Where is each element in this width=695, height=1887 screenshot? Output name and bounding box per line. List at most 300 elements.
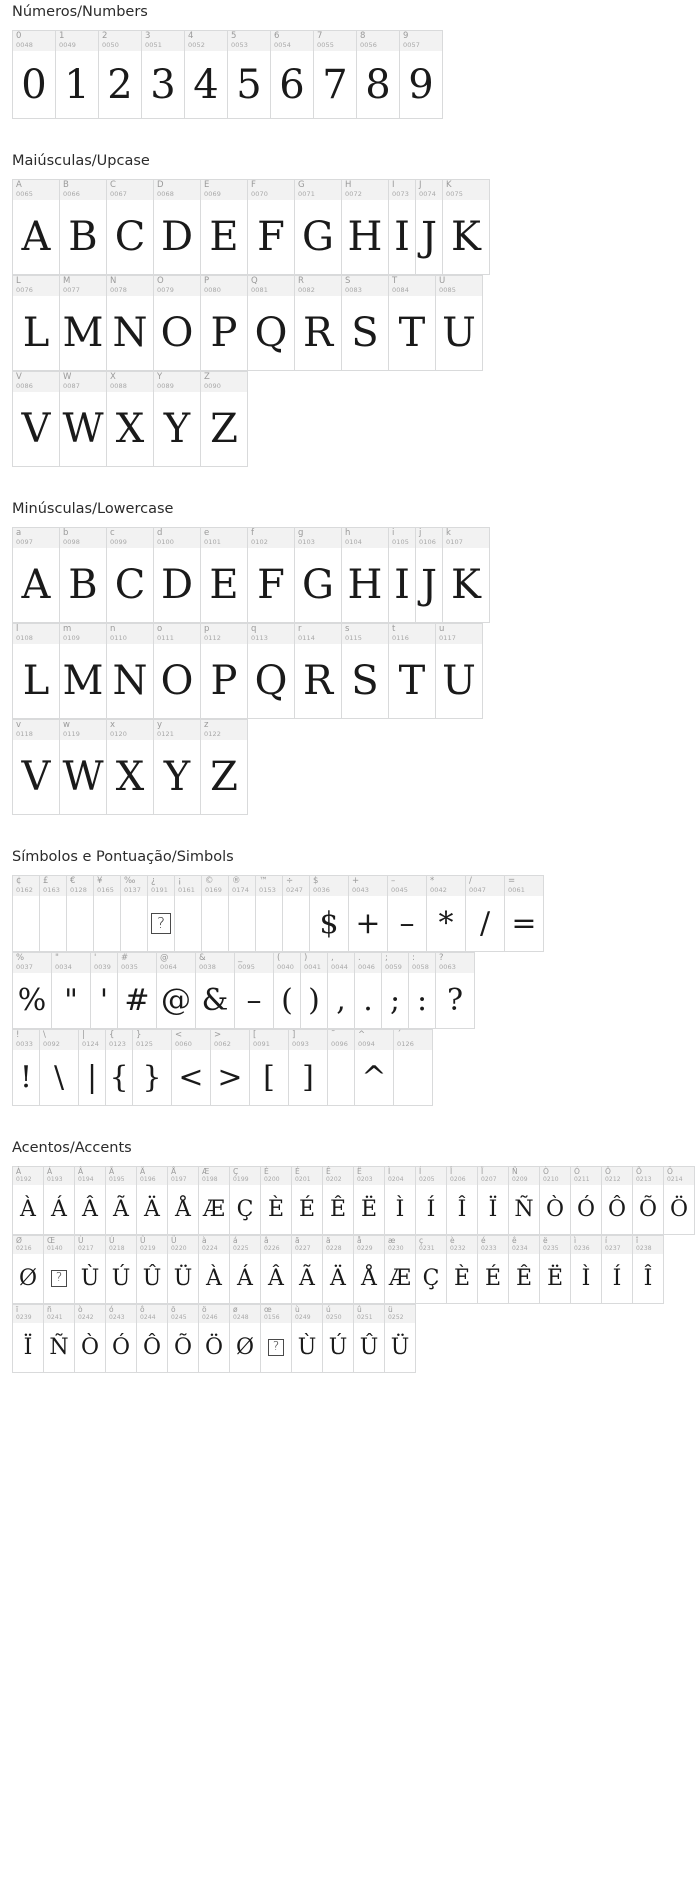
glyph-char-label: n — [110, 624, 116, 634]
glyph-cell[interactable] — [389, 528, 416, 623]
glyph-cell[interactable] — [13, 372, 60, 467]
glyph-cell[interactable] — [248, 276, 295, 371]
glyph-code-label: 0080 — [204, 286, 221, 294]
glyph-cell[interactable] — [250, 1030, 289, 1106]
glyph-cell[interactable] — [106, 1236, 137, 1304]
glyph-code-label: 0239 — [16, 1314, 32, 1321]
glyph-cell[interactable] — [354, 1305, 385, 1373]
glyph-cell[interactable] — [201, 276, 248, 371]
glyph-cell[interactable] — [13, 528, 60, 623]
glyph-cell[interactable] — [416, 528, 443, 623]
glyph-code-label: 0244 — [140, 1314, 156, 1321]
glyph-code-label: 0243 — [109, 1314, 125, 1321]
glyph-cell[interactable] — [154, 372, 201, 467]
glyph-code-label: 0153 — [259, 886, 276, 894]
glyph-render: Û — [359, 1335, 379, 1360]
glyph-cell[interactable] — [175, 876, 202, 952]
glyph-code-label: 0110 — [110, 634, 127, 642]
glyph-code-label: 0194 — [78, 1176, 94, 1183]
glyph-char-label: Ò — [543, 1167, 549, 1176]
glyph-cell[interactable] — [248, 528, 295, 623]
glyph-cell[interactable] — [416, 1236, 447, 1304]
glyph-cell[interactable] — [168, 1167, 199, 1235]
glyph-cell[interactable] — [261, 1236, 292, 1304]
glyph-cell[interactable] — [107, 528, 154, 623]
glyph-cell[interactable] — [13, 1167, 44, 1235]
glyph-cell[interactable] — [199, 1305, 230, 1373]
glyph-cell[interactable] — [75, 1236, 106, 1304]
glyph-cell[interactable] — [466, 876, 505, 952]
glyph-char-label: í — [605, 1236, 608, 1245]
glyph-char-label: m — [63, 624, 72, 634]
glyph-cell[interactable] — [91, 953, 118, 1029]
glyph-render: ] — [302, 1060, 314, 1095]
glyph-cell[interactable] — [271, 31, 314, 119]
glyph-code-label: 0198 — [202, 1176, 218, 1183]
glyph-cell[interactable] — [60, 180, 107, 275]
glyph-char-label: ¢ — [16, 876, 22, 886]
glyph-render: = — [511, 906, 537, 941]
glyph-meta — [230, 1305, 260, 1323]
glyph-cell[interactable] — [443, 528, 490, 623]
glyph-cell[interactable] — [154, 276, 201, 371]
glyph-render: T — [398, 658, 426, 704]
glyph-cell[interactable] — [202, 876, 229, 952]
glyph-meta — [201, 372, 247, 392]
glyph-meta — [355, 1030, 393, 1050]
glyph-cell[interactable] — [106, 1030, 133, 1106]
glyph-cell[interactable] — [230, 1167, 261, 1235]
glyph-cell[interactable] — [388, 876, 427, 952]
glyph-cell[interactable] — [107, 276, 154, 371]
glyph-render: 7 — [322, 61, 348, 108]
glyph-code-label: 0059 — [385, 963, 402, 971]
glyph-cell[interactable] — [230, 1305, 261, 1373]
glyph-cell[interactable] — [394, 1030, 433, 1106]
glyph-cell[interactable] — [342, 624, 389, 719]
glyph-char-label: Å — [171, 1167, 177, 1176]
glyph-cell[interactable] — [664, 1167, 695, 1235]
glyph-cell[interactable] — [13, 1030, 40, 1106]
glyph-code-label: 0092 — [43, 1040, 60, 1048]
glyph-cell[interactable] — [40, 876, 67, 952]
glyph-meta — [389, 624, 435, 644]
glyph-cell[interactable] — [633, 1167, 664, 1235]
glyph-cell[interactable] — [301, 953, 328, 1029]
glyph-char-label: Á — [47, 1167, 53, 1176]
glyph-char-label: ^ — [358, 1030, 366, 1040]
glyph-cell[interactable] — [107, 372, 154, 467]
glyph-cell[interactable] — [283, 876, 310, 952]
glyph-render: M — [62, 658, 104, 704]
glyph-cell[interactable] — [478, 1167, 509, 1235]
glyph-code-label: 0058 — [412, 963, 429, 971]
glyph-cell[interactable] — [40, 1030, 79, 1106]
glyph-cell[interactable] — [230, 1236, 261, 1304]
glyph-render: P — [210, 310, 238, 356]
glyph-cell[interactable] — [409, 953, 436, 1029]
glyph-cell[interactable] — [201, 180, 248, 275]
glyph-cell[interactable] — [13, 624, 60, 719]
glyph-cell[interactable] — [342, 180, 389, 275]
glyph-char-label: , — [331, 953, 334, 963]
glyph-cell[interactable] — [328, 1030, 355, 1106]
glyph-render: Ú — [328, 1335, 348, 1360]
glyph-cell[interactable] — [323, 1305, 354, 1373]
glyph-char-label: Ù — [78, 1236, 84, 1245]
glyph-code-label: 0074 — [419, 190, 436, 198]
glyph-cell[interactable] — [235, 953, 274, 1029]
glyph-char-label: ÷ — [286, 876, 294, 886]
glyph-char-label: [ — [253, 1030, 257, 1040]
glyph-cell[interactable] — [154, 180, 201, 275]
glyph-cell[interactable] — [602, 1167, 633, 1235]
glyph-cell[interactable] — [427, 876, 466, 952]
glyph-meta — [106, 1236, 136, 1254]
glyph-cell[interactable] — [256, 876, 283, 952]
glyph-cell[interactable] — [310, 876, 349, 952]
glyph-render: 4 — [193, 61, 219, 108]
glyph-char-label: q — [251, 624, 257, 634]
glyph-cell[interactable] — [154, 528, 201, 623]
glyph-meta — [13, 1236, 43, 1254]
glyph-char-label: 2 — [102, 31, 108, 41]
glyph-cell[interactable] — [295, 276, 342, 371]
glyph-render: À — [206, 1266, 222, 1291]
glyph-cell[interactable] — [201, 720, 248, 815]
glyph-render — [229, 896, 255, 951]
glyph-cell[interactable] — [201, 528, 248, 623]
glyph-cell[interactable] — [295, 180, 342, 275]
glyph-meta — [199, 1167, 229, 1185]
glyph-cell[interactable] — [106, 1167, 137, 1235]
glyph-cell[interactable] — [447, 1236, 478, 1304]
glyph-cell[interactable] — [13, 953, 52, 1029]
glyph-char-label: x — [110, 720, 116, 730]
glyph-code-label: 0236 — [574, 1245, 590, 1252]
glyph-meta — [342, 528, 388, 548]
glyph-cell[interactable] — [107, 624, 154, 719]
glyph-char-label: Û — [140, 1236, 146, 1245]
glyph-cell[interactable] — [292, 1167, 323, 1235]
glyph-meta — [310, 876, 348, 896]
glyph-cell[interactable] — [137, 1167, 168, 1235]
glyph-cell[interactable] — [289, 1030, 328, 1106]
glyph-cell[interactable] — [416, 1167, 447, 1235]
glyph-meta — [40, 876, 66, 896]
glyph-cell[interactable] — [443, 180, 490, 275]
glyph-meta — [60, 180, 106, 200]
glyph-meta — [228, 31, 270, 51]
glyph-code-label: 0073 — [392, 190, 409, 198]
glyph-cell[interactable] — [389, 276, 436, 371]
glyph-render: Ç — [236, 1197, 254, 1222]
glyph-meta — [201, 528, 247, 548]
glyph-cell[interactable] — [13, 276, 60, 371]
glyph-code-label: 0078 — [110, 286, 127, 294]
glyph-cell[interactable] — [416, 180, 443, 275]
glyph-cell[interactable] — [107, 720, 154, 815]
section-title: Números/Numbers — [12, 4, 148, 20]
glyph-meta — [540, 1167, 570, 1185]
glyph-cell[interactable] — [157, 953, 196, 1029]
glyph-cell[interactable] — [274, 953, 301, 1029]
glyph-cell[interactable] — [172, 1030, 211, 1106]
glyph-cell[interactable] — [602, 1236, 633, 1304]
glyph-render: # — [124, 983, 150, 1018]
glyph-cell[interactable] — [44, 1236, 75, 1304]
glyph-cell[interactable] — [168, 1236, 199, 1304]
glyph-cell[interactable] — [79, 1030, 106, 1106]
glyph-cell[interactable] — [67, 876, 94, 952]
glyph-char-label: + — [352, 876, 360, 886]
glyph-cell[interactable] — [13, 1236, 44, 1304]
glyph-meta — [314, 31, 356, 51]
section-numbers — [0, 0, 661, 119]
glyph-cell[interactable] — [509, 1236, 540, 1304]
glyph-cell[interactable] — [571, 1236, 602, 1304]
glyph-render: N — [112, 310, 148, 356]
glyph-cell[interactable] — [13, 720, 60, 815]
glyph-meta — [199, 1236, 229, 1254]
glyph-char-label: É — [295, 1167, 300, 1176]
glyph-code-label: 0069 — [204, 190, 221, 198]
glyph-cell[interactable] — [261, 1167, 292, 1235]
glyph-cell[interactable] — [142, 31, 185, 119]
glyph-cell[interactable] — [60, 276, 107, 371]
glyph-row — [12, 275, 483, 371]
glyph-code-label: 0227 — [295, 1245, 311, 1252]
glyph-code-label: 0054 — [274, 41, 291, 49]
glyph-render — [283, 896, 309, 951]
glyph-cell[interactable] — [349, 876, 388, 952]
glyph-render: É — [484, 1266, 502, 1291]
missing-glyph-box: ? — [51, 1270, 67, 1286]
glyph-char-label: å — [357, 1236, 362, 1245]
glyph-cell[interactable] — [168, 1305, 199, 1373]
glyph-char-label: . — [358, 953, 361, 963]
glyph-cell[interactable] — [75, 1305, 106, 1373]
glyph-cell[interactable] — [248, 180, 295, 275]
glyph-char-label: Ã — [109, 1167, 115, 1176]
glyph-cell[interactable] — [137, 1236, 168, 1304]
glyph-cell[interactable] — [154, 624, 201, 719]
glyph-cell[interactable] — [185, 31, 228, 119]
glyph-render: ^ — [361, 1060, 387, 1095]
glyph-render: Z — [210, 406, 238, 452]
glyph-code-label: 0249 — [295, 1314, 311, 1321]
glyph-grid — [0, 30, 661, 119]
glyph-char-label: 0 — [16, 31, 22, 41]
glyph-code-label: 0085 — [439, 286, 456, 294]
glyph-render: 1 — [64, 61, 90, 108]
glyph-render: } — [142, 1060, 162, 1095]
glyph-render: R — [302, 310, 334, 356]
glyph-cell[interactable] — [201, 372, 248, 467]
glyph-render: L — [22, 310, 50, 356]
glyph-code-label: 0114 — [298, 634, 315, 642]
glyph-meta — [157, 953, 195, 973]
glyph-render: 3 — [150, 61, 176, 108]
glyph-cell[interactable] — [13, 180, 60, 275]
glyph-meta — [75, 1305, 105, 1323]
glyph-meta — [478, 1167, 508, 1185]
glyph-render: ? — [446, 983, 464, 1018]
glyph-render: @ — [161, 983, 191, 1018]
glyph-meta — [118, 953, 156, 973]
glyph-char-label: t — [392, 624, 396, 634]
glyph-cell[interactable] — [357, 31, 400, 119]
glyph-cell[interactable] — [118, 953, 157, 1029]
glyph-cell[interactable] — [211, 1030, 250, 1106]
glyph-char-label: z — [204, 720, 209, 730]
glyph-cell[interactable] — [382, 953, 409, 1029]
glyph-cell[interactable] — [389, 624, 436, 719]
glyph-meta — [295, 624, 341, 644]
glyph-code-label: 0210 — [543, 1176, 559, 1183]
glyph-cell[interactable] — [389, 180, 416, 275]
glyph-char-label: v — [16, 720, 22, 730]
glyph-render: A — [21, 562, 51, 608]
glyph-render: H — [347, 562, 383, 608]
glyph-code-label: 0105 — [392, 538, 409, 546]
glyph-char-label: D — [157, 180, 164, 190]
glyph-cell[interactable] — [248, 624, 295, 719]
glyph-cell[interactable] — [633, 1236, 664, 1304]
glyph-cell[interactable] — [400, 31, 443, 119]
glyph-cell[interactable] — [56, 31, 99, 119]
glyph-code-label: 0229 — [357, 1245, 373, 1252]
glyph-render: R — [302, 658, 334, 704]
glyph-cell[interactable] — [436, 953, 475, 1029]
glyph-cell[interactable] — [44, 1167, 75, 1235]
glyph-cell[interactable] — [509, 1167, 540, 1235]
glyph-cell[interactable] — [121, 876, 148, 952]
glyph-meta — [44, 1305, 74, 1323]
glyph-cell[interactable] — [99, 31, 142, 119]
glyph-cell[interactable] — [199, 1167, 230, 1235]
section-title: Símbolos e Pontuação/Simbols — [12, 849, 234, 865]
glyph-cell[interactable] — [60, 720, 107, 815]
glyph-char-label: è — [450, 1236, 455, 1245]
glyph-code-label: 0233 — [481, 1245, 497, 1252]
glyph-cell[interactable] — [44, 1305, 75, 1373]
glyph-cell[interactable] — [106, 1305, 137, 1373]
glyph-code-label: 0169 — [205, 886, 222, 894]
glyph-meta — [67, 876, 93, 896]
glyph-cell[interactable] — [540, 1167, 571, 1235]
glyph-code-label: 0247 — [286, 886, 303, 894]
glyph-render: L — [22, 658, 50, 704]
glyph-cell[interactable] — [229, 876, 256, 952]
glyph-cell[interactable] — [292, 1236, 323, 1304]
glyph-cell[interactable] — [354, 1167, 385, 1235]
glyph-cell[interactable] — [328, 953, 355, 1029]
glyph-cell[interactable] — [505, 876, 544, 952]
glyph-cell[interactable] — [385, 1167, 416, 1235]
glyph-meta — [13, 180, 59, 200]
glyph-cell[interactable] — [540, 1236, 571, 1304]
glyph-char-label: Õ — [636, 1167, 642, 1176]
glyph-cell[interactable] — [354, 1236, 385, 1304]
glyph-cell[interactable] — [447, 1167, 478, 1235]
glyph-char-label: * — [430, 876, 435, 886]
glyph-cell[interactable] — [13, 1305, 44, 1373]
glyph-meta — [75, 1236, 105, 1254]
glyph-cell[interactable] — [107, 180, 154, 275]
glyph-meta — [137, 1305, 167, 1323]
glyph-char-label: ) — [304, 953, 308, 963]
glyph-cell[interactable] — [94, 876, 121, 952]
glyph-row — [12, 719, 248, 815]
glyph-cell[interactable] — [201, 624, 248, 719]
glyph-cell[interactable] — [137, 1305, 168, 1373]
glyph-cell[interactable] — [314, 31, 357, 119]
glyph-cell[interactable] — [292, 1305, 323, 1373]
glyph-cell[interactable] — [342, 528, 389, 623]
glyph-meta — [357, 31, 399, 51]
glyph-cell[interactable] — [60, 624, 107, 719]
glyph-render — [44, 1254, 74, 1303]
glyph-code-label: 0238 — [636, 1245, 652, 1252]
glyph-cell[interactable] — [355, 953, 382, 1029]
glyph-cell[interactable] — [385, 1236, 416, 1304]
glyph-cell[interactable] — [261, 1305, 292, 1373]
glyph-char-label: h — [345, 528, 351, 538]
glyph-cell[interactable] — [295, 624, 342, 719]
glyph-char-label: ï — [16, 1305, 19, 1314]
glyph-char-label: ? — [439, 953, 444, 963]
glyph-cell[interactable] — [295, 528, 342, 623]
glyph-meta — [201, 720, 247, 740]
glyph-cell[interactable] — [75, 1167, 106, 1235]
glyph-cell[interactable] — [196, 953, 235, 1029]
glyph-cell[interactable] — [478, 1236, 509, 1304]
glyph-cell[interactable] — [60, 528, 107, 623]
glyph-render: Ã — [299, 1266, 315, 1291]
glyph-cell[interactable] — [13, 876, 40, 952]
glyph-cell[interactable] — [436, 624, 483, 719]
glyph-code-label: 0245 — [171, 1314, 187, 1321]
glyph-cell[interactable] — [342, 276, 389, 371]
glyph-render: Õ — [638, 1197, 658, 1222]
glyph-cell[interactable] — [148, 876, 175, 952]
glyph-meta — [44, 1167, 74, 1185]
glyph-cell[interactable] — [323, 1167, 354, 1235]
glyph-cell[interactable] — [385, 1305, 416, 1373]
glyph-char-label: c — [110, 528, 115, 538]
glyph-render: ) — [308, 983, 320, 1018]
glyph-code-label: 0202 — [326, 1176, 342, 1183]
glyph-cell[interactable] — [355, 1030, 394, 1106]
glyph-cell[interactable] — [52, 953, 91, 1029]
glyph-cell[interactable] — [571, 1167, 602, 1235]
glyph-cell[interactable] — [228, 31, 271, 119]
glyph-row — [12, 1166, 695, 1235]
glyph-char-label: Ñ — [512, 1167, 518, 1176]
glyph-cell[interactable] — [323, 1236, 354, 1304]
glyph-render: È — [453, 1266, 471, 1291]
glyph-cell[interactable] — [133, 1030, 172, 1106]
glyph-cell[interactable] — [436, 276, 483, 371]
glyph-meta — [137, 1167, 167, 1185]
glyph-cell[interactable] — [154, 720, 201, 815]
glyph-cell[interactable] — [199, 1236, 230, 1304]
glyph-cell[interactable] — [13, 31, 56, 119]
glyph-render: Ó — [576, 1197, 596, 1222]
glyph-char-label: u — [439, 624, 445, 634]
glyph-cell[interactable] — [60, 372, 107, 467]
